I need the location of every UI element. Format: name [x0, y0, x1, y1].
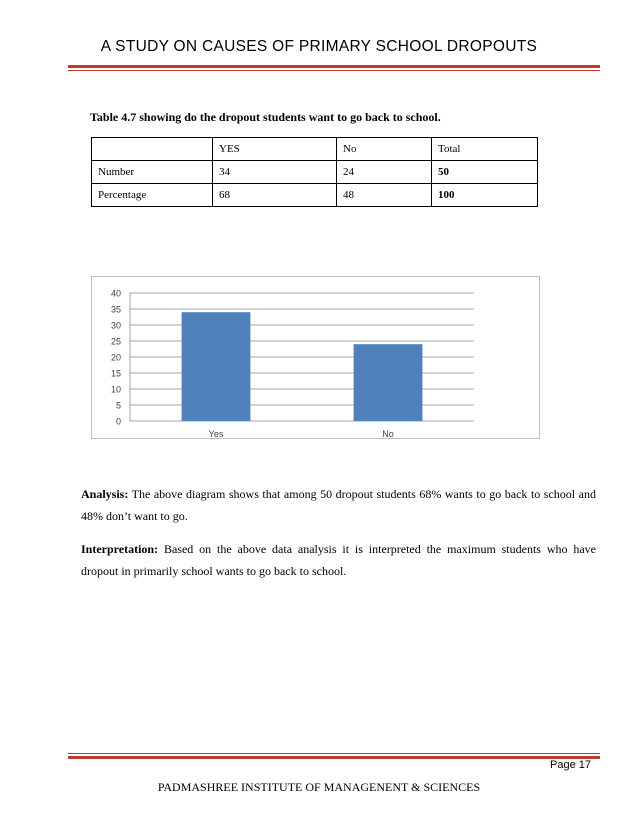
x-tick-label: No	[382, 429, 394, 438]
table-cell: Percentage	[92, 184, 213, 207]
interpretation-label: Interpretation:	[81, 542, 159, 556]
table-cell: 68	[213, 184, 337, 207]
y-tick-label: 25	[110, 336, 121, 347]
bar-chart-svg	[92, 277, 539, 438]
table-header-cell: Total	[432, 138, 538, 161]
table-header-row	[92, 138, 538, 161]
analysis-text: The above diagram shows that among 50 dropout students 68% wants to go back to school and 48% don’t want to go.	[81, 487, 596, 523]
table-cell: 34	[213, 161, 337, 184]
header-rule-thin	[68, 70, 600, 71]
interpretation-text: Based on the above data analysis it is interpreted the maximum students who have dropout in primarily school wants to go back to school.	[81, 542, 597, 578]
bar-chart	[91, 276, 540, 439]
footer-institute: PADMASHREE INSTITUTE OF MANAGENENT & SCIENCES	[157, 780, 481, 794]
table-cell: 50	[432, 161, 538, 184]
bar-yes	[182, 312, 251, 421]
y-tick-label: 0	[115, 416, 121, 427]
page-header-title: A STUDY ON CAUSES OF PRIMARY SCHOOL DROPOUTS	[100, 38, 538, 55]
y-tick-label: 30	[110, 320, 121, 331]
table-cell: 100	[432, 184, 538, 207]
footer-rule-thick	[68, 756, 600, 759]
table-header-cell	[92, 138, 213, 161]
header-rule-thick	[68, 65, 600, 68]
table-cell: 24	[337, 161, 432, 184]
y-tick-label: 15	[110, 368, 121, 379]
table-header-cell: YES	[213, 138, 337, 161]
x-tick-label: Yes	[208, 429, 224, 438]
y-tick-label: 35	[110, 304, 121, 315]
table-header-cell: No	[337, 138, 432, 161]
y-tick-label: 40	[110, 288, 121, 299]
table-row	[92, 184, 538, 207]
analysis-paragraph	[81, 483, 596, 527]
table-cell: Number	[92, 161, 213, 184]
data-table	[91, 137, 538, 207]
table-row	[92, 161, 538, 184]
y-tick-label: 5	[115, 400, 121, 411]
interpretation-paragraph	[81, 538, 596, 582]
y-tick-label: 20	[110, 352, 121, 363]
bar-no	[354, 344, 423, 421]
table-cell: 48	[337, 184, 432, 207]
analysis-label: Analysis:	[81, 487, 129, 501]
table-caption: Table 4.7 showing do the dropout students want to go back to school.	[90, 110, 441, 124]
y-tick-label: 10	[110, 384, 121, 395]
page-number: Page 17	[550, 759, 591, 771]
footer-rule-thin	[68, 753, 600, 754]
